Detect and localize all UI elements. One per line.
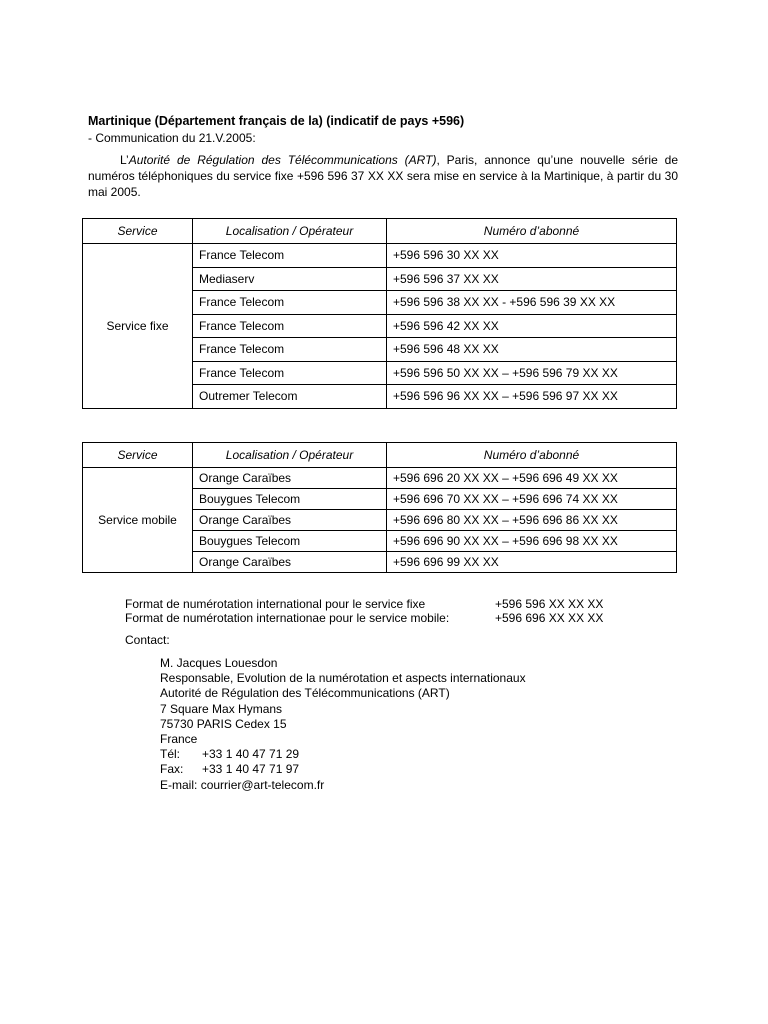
header-service: Service — [83, 443, 193, 468]
operator-cell: Bouygues Telecom — [193, 531, 387, 552]
table-row — [83, 244, 677, 268]
operator-cell: Orange Caraïbes — [193, 552, 387, 573]
contact-heading: Contact: — [125, 633, 170, 647]
contact-address-line: 7 Square Max Hymans — [160, 701, 283, 716]
operator-cell: France Telecom — [193, 338, 387, 362]
fixed-service-table — [82, 218, 677, 409]
header-number: Numéro d’abonné — [387, 219, 677, 244]
header-operator: Localisation / Opérateur — [193, 219, 387, 244]
table-header-row — [83, 219, 677, 244]
mobile-service-table — [82, 442, 677, 573]
service-type-cell: Service fixe — [83, 244, 193, 409]
table-row — [83, 468, 677, 489]
operator-cell: France Telecom — [193, 314, 387, 338]
email-label: E-mail: — [160, 777, 198, 792]
number-cell: +596 596 42 XX XX — [387, 314, 677, 338]
contact-country: France — [160, 732, 198, 747]
number-cell: +596 596 37 XX XX — [387, 267, 677, 291]
format-label: Format de numérotation internationae pour le service mobile: — [125, 611, 450, 625]
contact-address-line: 75730 PARIS Cedex 15 — [160, 716, 287, 731]
operator-cell: France Telecom — [193, 244, 387, 268]
contact-role: Responsable, Evolution de la numérotation et aspects internationaux — [160, 671, 526, 686]
format-label: Format de numérotation international pour le service fixe — [125, 597, 426, 611]
contact-phone — [160, 747, 526, 762]
number-cell: +596 696 99 XX XX — [387, 552, 677, 573]
number-cell: +596 596 50 XX XX – +596 596 79 XX XX — [387, 361, 677, 385]
phone-value: +33 1 40 47 71 29 — [202, 747, 300, 762]
number-cell: +596 596 30 XX XX — [387, 244, 677, 268]
contact-block — [160, 656, 526, 793]
operator-cell: France Telecom — [193, 361, 387, 385]
format-value: +596 596 XX XX XX — [495, 597, 604, 611]
operator-cell: Mediaserv — [193, 267, 387, 291]
phone-label: Tél: — [160, 747, 181, 762]
format-row-fixed — [125, 597, 603, 611]
number-cell: +596 596 96 XX XX – +596 596 97 XX XX — [387, 385, 677, 409]
operator-cell: Orange Caraïbes — [193, 468, 387, 489]
number-cell: +596 696 80 XX XX – +596 696 86 XX XX — [387, 510, 677, 531]
communication-date: - Communication du 21.V.2005: — [88, 131, 256, 145]
contact-email — [160, 778, 526, 793]
contact-fax — [160, 762, 526, 777]
fax-label: Fax: — [160, 762, 184, 777]
number-formats — [125, 597, 603, 625]
operator-cell: Orange Caraïbes — [193, 510, 387, 531]
number-cell: +596 596 48 XX XX — [387, 338, 677, 362]
format-value: +596 696 XX XX XX — [495, 611, 604, 625]
header-service: Service — [83, 219, 193, 244]
intro-authority: Autorité de Régulation des Télécommunications (ART) — [128, 153, 437, 167]
intro-text: , Paris, annonce qu’une nouvelle série de numéros téléphoniques du service fixe +596 596 37 XX XX sera mise en service à la Martinique, à partir du 30 mai 2005. — [88, 153, 678, 199]
format-row-mobile — [125, 611, 603, 625]
number-cell: +596 696 90 XX XX – +596 696 98 XX XX — [387, 531, 677, 552]
document-title: Martinique (Département français de la) (indicatif de pays +596) — [88, 114, 465, 128]
email-value: courrier@art-telecom.fr — [200, 777, 325, 792]
number-cell: +596 696 20 XX XX – +596 696 49 XX XX — [387, 468, 677, 489]
number-cell: +596 696 70 XX XX – +596 696 74 XX XX — [387, 489, 677, 510]
intro-paragraph — [88, 152, 678, 200]
header-number: Numéro d’abonné — [387, 443, 677, 468]
header-operator: Localisation / Opérateur — [193, 443, 387, 468]
contact-organization: Autorité de Régulation des Télécommunications (ART) — [160, 686, 450, 701]
service-type-cell: Service mobile — [83, 468, 193, 573]
number-cell: +596 596 38 XX XX - +596 596 39 XX XX — [387, 291, 677, 315]
contact-name: M. Jacques Louesdon — [160, 656, 278, 670]
operator-cell: Bouygues Telecom — [193, 489, 387, 510]
fax-value: +33 1 40 47 71 97 — [202, 762, 300, 777]
table-header-row — [83, 443, 677, 468]
operator-cell: France Telecom — [193, 291, 387, 315]
operator-cell: Outremer Telecom — [193, 385, 387, 409]
intro-prefix: L’ — [120, 153, 129, 167]
